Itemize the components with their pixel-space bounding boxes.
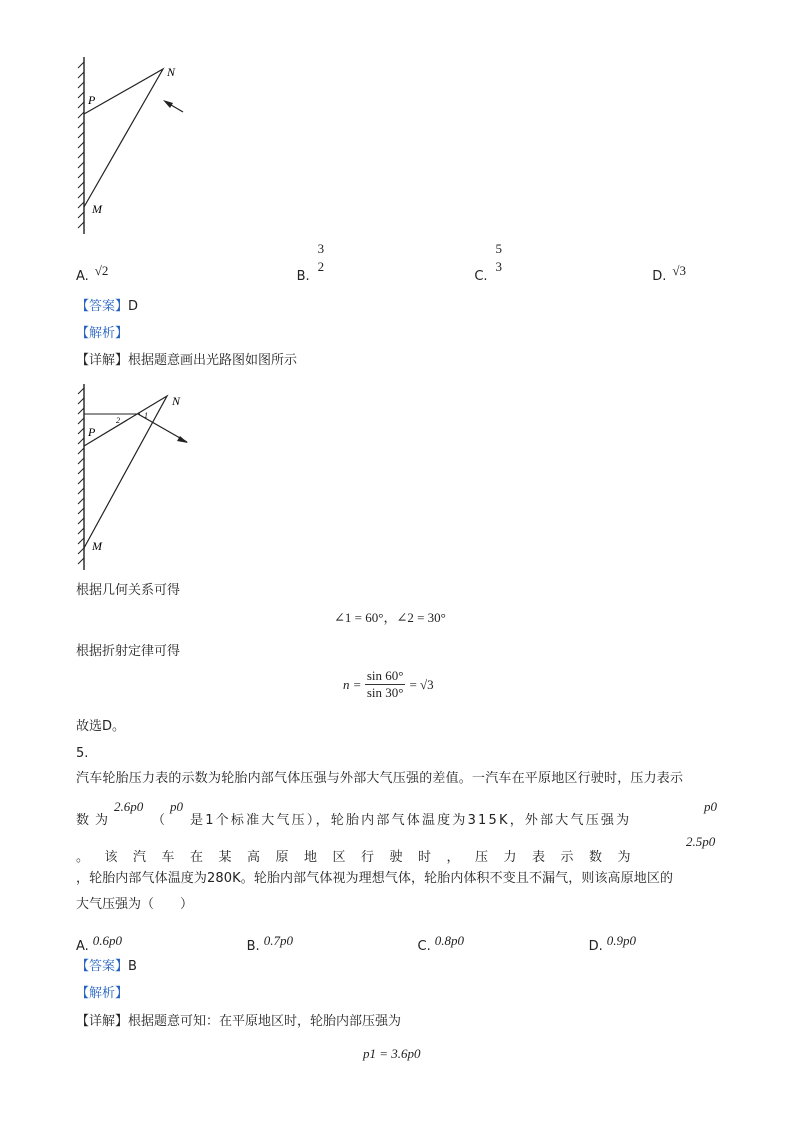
refraction-equation: n = $\frac{\sin 60^\circ}{\sin 30^\circ}$ = √3	[343, 668, 434, 700]
option-b: B. 3 2	[296, 241, 325, 284]
label-m: M	[92, 202, 102, 216]
angle-label-2: 2	[116, 416, 120, 425]
q5-line1: 汽车轮胎压力表的示数为轮胎内部气体压强与外部大气压强的差值。一汽车在平原地区行驶时，压力表示	[76, 771, 684, 786]
label-n: N	[167, 65, 176, 79]
q5-line4: ，轮胎内部气体温度为280K。轮胎内部气体视为理想气体，轮胎内体积不变且不漏气，则该高原地区的	[76, 871, 674, 886]
q4-conclusion: 故选D。	[76, 719, 126, 734]
option-c: C. 0.8p0	[417, 933, 464, 954]
option-c: C. 5 3	[474, 241, 503, 284]
q5-options	[76, 926, 636, 954]
label-p: P	[88, 93, 96, 107]
optics-diagram-2	[70, 380, 200, 575]
q4-options	[76, 241, 716, 286]
q5-number: 5.	[76, 746, 89, 761]
q5-line2: 数为 2.6p0 （ p0 是1个标准大气压），轮胎内部气体温度为315K，外部大气压强为 p0	[76, 799, 717, 828]
q5-detail: 【详解】根据题意可知：在平原地区时，轮胎内部压强为	[76, 1014, 402, 1029]
q5-line5: 大气压强为（ ）	[76, 897, 194, 912]
q5-analysis-label: 【解析】	[76, 986, 129, 1001]
q4-analysis-label: 【解析】	[76, 326, 129, 341]
option-a: A. √2	[76, 263, 109, 284]
option-d: D. 0.9p0	[588, 933, 636, 954]
q5-equation: p1 = 3.6p0	[363, 1046, 421, 1061]
angle-label-1: 1	[144, 411, 148, 420]
label-n: N	[172, 394, 181, 408]
q5-answer: 【答案】B	[76, 959, 137, 974]
option-d: D. √3	[652, 263, 686, 284]
q4-answer: 【答案】D	[76, 299, 139, 314]
refraction-text: 根据折射定律可得	[76, 644, 181, 659]
q5-line3: 。该汽车在某高原地区行驶时，压力表示数为 2.5p0	[76, 834, 716, 865]
q4-detail: 【详解】根据题意画出光路图如图所示	[76, 353, 298, 368]
option-b: B. 0.7p0	[246, 933, 293, 954]
geometry-text: 根据几何关系可得	[76, 583, 181, 598]
label-p: P	[88, 425, 96, 439]
option-a: A. 0.6p0	[76, 933, 123, 954]
label-m: M	[92, 539, 102, 553]
angle-equation: ∠1 = 60°，∠2 = 30°	[334, 610, 446, 625]
optics-diagram-1	[70, 52, 200, 237]
